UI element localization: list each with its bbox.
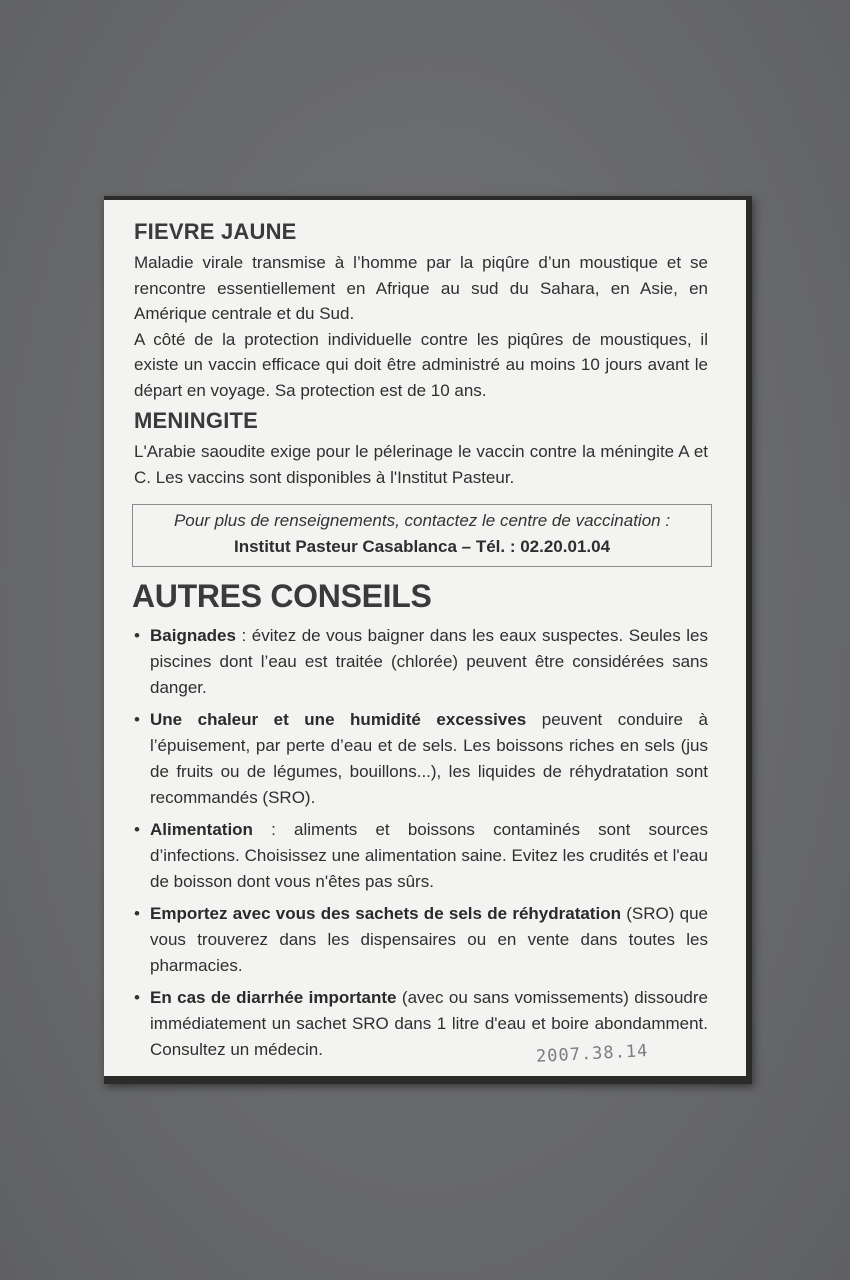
advice-item-heading: En cas de diarrhée importante	[150, 988, 397, 1007]
meningitis-title: MENINGITE	[134, 408, 259, 433]
advice-item-text: : aliments et boissons contaminés sont sources d’infections. Choisissez une alimentation saine. Evitez les crudités et l'eau de boisson dont vous n'êtes pas sûrs.	[150, 820, 708, 891]
advice-list	[134, 623, 708, 1063]
meningitis-paragraph: L'Arabie saoudite exige pour le pélerinage le vaccin contre la méningite A et C. Les vaccins sont disponibles à l'Institut Pasteur.	[134, 442, 708, 487]
advice-item-text: : évitez de vous baigner dans les eaux suspectes. Seules les piscines dont l’eau est traitée (chlorée) peuvent être considérées sans danger.	[150, 626, 708, 697]
contact-box	[132, 504, 712, 567]
contact-intro: Pour plus de renseignements, contactez le centre de vaccination :	[173, 511, 671, 530]
advice-item-text: (SRO) que vous trouverez dans les dispensaires ou en vente dans toutes les pharmacies.	[150, 904, 708, 975]
advice-item-heading: Alimentation	[150, 820, 253, 839]
bullet-icon: •	[134, 626, 140, 645]
yellow-fever-title: FIEVRE JAUNE	[134, 219, 297, 244]
bullet-icon: •	[134, 820, 140, 839]
bullet-icon: •	[134, 710, 140, 729]
advice-item-heading: Baignades	[150, 626, 236, 645]
yellow-fever-paragraph-2: A côté de la protection individuelle contre les piqûres de moustiques, il existe un vaccin efficace qui doit être administré au moins 10 jours avant le départ en voyage. Sa protection est de 10 ans.	[134, 329, 708, 400]
advice-item-text: (avec ou sans vomissements) dissoudre immédiatement un sachet SRO dans 1 litre d'eau et boire abondamment. Consultez un médecin.	[150, 988, 708, 1059]
bullet-icon: •	[134, 988, 140, 1007]
advice-item-heading: Une chaleur et une humidité excessives	[150, 710, 527, 729]
yellow-fever-paragraph-1: Maladie virale transmise à l’homme par la piqûre d’un moustique et se rencontre essentiellement en Afrique au sud du Sahara, en Asie, en Amérique centrale et du Sud.	[134, 253, 708, 323]
advice-item-heat	[134, 707, 708, 811]
other-advice-title: AUTRES CONSEILS	[132, 578, 432, 614]
advice-item-rehydration-salts	[134, 901, 708, 979]
accession-number: 2007.38.14	[535, 1041, 649, 1067]
advice-item-heading: Emportez avec vous des sachets de sels de réhydratation	[150, 904, 621, 923]
advice-item-swimming	[134, 623, 708, 701]
advice-item-food	[134, 817, 708, 895]
bullet-icon: •	[134, 904, 140, 923]
advice-item-text: peuvent conduire à l’épuisement, par perte d’eau et de sels. Les boissons riches en sels (jus de fruits ou de légumes, bouillons...), les liquides de réhydratation sont recommandés (SRO).	[150, 710, 708, 807]
contact-phone-line: Institut Pasteur Casablanca – Tél. : 02.20.01.04	[233, 537, 611, 556]
booklet-page	[104, 200, 746, 1076]
